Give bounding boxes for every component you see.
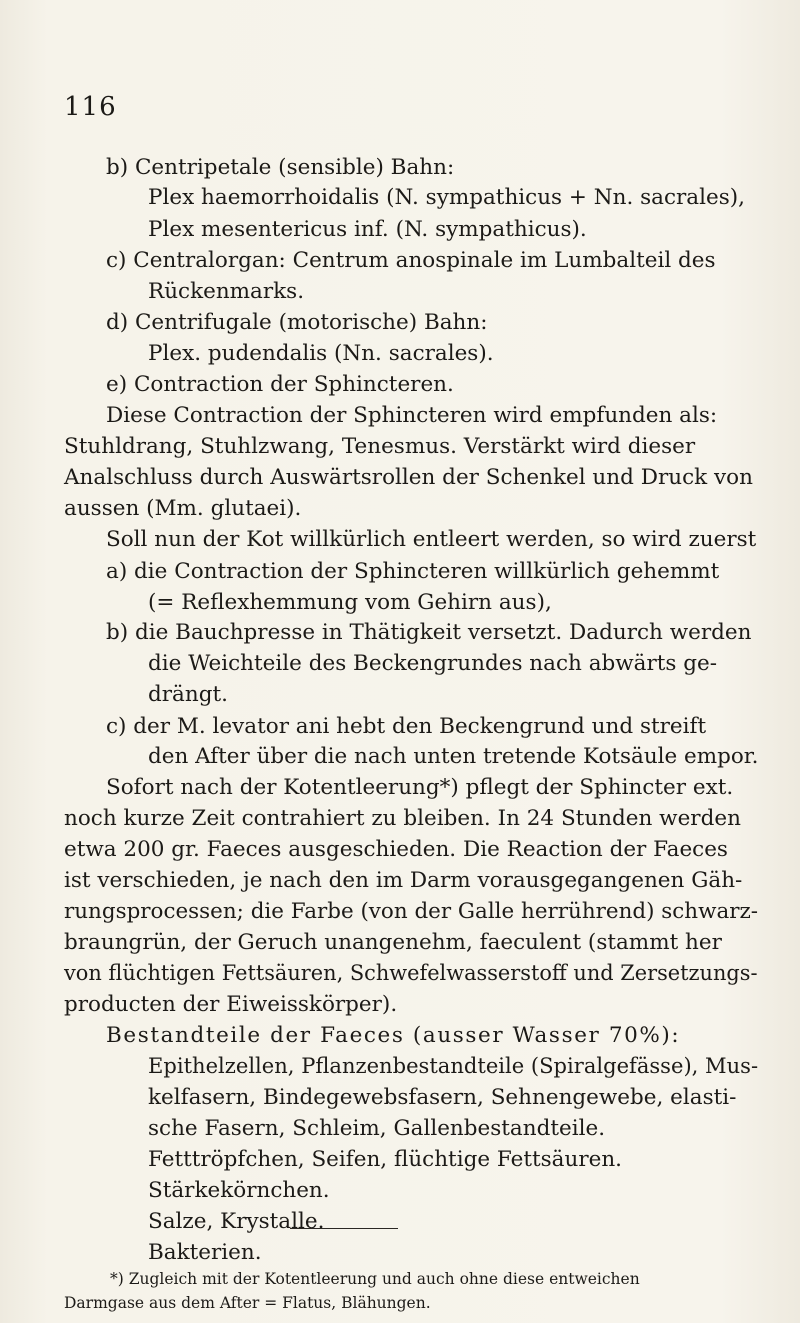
- text-line: producten der Eiweisskörper).: [64, 992, 398, 1017]
- text-line: (= Reflexhemmung vom Gehirn aus),: [148, 590, 552, 615]
- text-line: e) Contraction der Sphincteren.: [106, 372, 454, 397]
- text-line: drängt.: [148, 682, 228, 707]
- text-line: Plex mesentericus inf. (N. sympathicus).: [148, 217, 587, 242]
- text-line: den After über die nach unten tretende Kotsäule empor.: [148, 744, 759, 769]
- footnote-divider: [290, 1228, 398, 1229]
- text-line: Plex. pudendalis (Nn. sacrales).: [148, 341, 494, 366]
- text-line: rungsprocessen; die Farbe (von der Galle herrührend) schwarz-: [64, 899, 759, 924]
- text-line: Analschluss durch Auswärtsrollen der Schenkel und Druck von: [64, 465, 753, 490]
- text-line: Diese Contraction der Sphincteren wird empfunden als:: [106, 403, 718, 428]
- text-line: b) die Bauchpresse in Thätigkeit versetzt. Dadurch werden: [106, 620, 752, 645]
- text-line: von flüchtigen Fettsäuren, Schwefelwasserstoff und Zersetzungs-: [64, 961, 758, 986]
- text-line: Bestandteile der Faeces (ausser Wasser 70%):: [106, 1023, 681, 1048]
- text-line: Fetttröpfchen, Seifen, flüchtige Fettsäuren.: [148, 1147, 623, 1172]
- text-line: a) die Contraction der Sphincteren willkürlich gehemmt: [106, 559, 720, 584]
- footnote-line: *) Zugleich mit der Kotentleerung und auch ohne diese entweichen: [110, 1270, 640, 1288]
- text-line: aussen (Mm. glutaei).: [64, 496, 302, 521]
- text-line: c) der M. levator ani hebt den Beckengrund und streift: [106, 714, 707, 739]
- text-line: Epithelzellen, Pflanzenbestandteile (Spiralgefässe), Mus-: [148, 1054, 759, 1079]
- text-line: die Weichteile des Beckengrundes nach abwärts ge-: [148, 651, 718, 676]
- text-line: kelfasern, Bindegewebsfasern, Sehnengewebe, elasti-: [148, 1085, 737, 1110]
- text-line: Soll nun der Kot willkürlich entleert werden, so wird zuerst: [106, 527, 757, 552]
- text-line: braungrün, der Geruch unangenehm, faeculent (stammt her: [64, 930, 722, 955]
- text-line: Sofort nach der Kotentleerung*) pflegt der Sphincter ext.: [106, 775, 734, 800]
- text-line: Stuhldrang, Stuhlzwang, Tenesmus. Verstärkt wird dieser: [64, 434, 696, 459]
- text-line: etwa 200 gr. Faeces ausgeschieden. Die Reaction der Faeces: [64, 837, 728, 862]
- text-line: Stärkekörnchen.: [148, 1178, 330, 1203]
- text-line: sche Fasern, Schleim, Gallenbestandteile.: [148, 1116, 606, 1141]
- text-line: d) Centrifugale (motorische) Bahn:: [106, 310, 488, 335]
- page-number: 116: [64, 92, 117, 122]
- text-line: c) Centralorgan: Centrum anospinale im Lumbalteil des: [106, 248, 716, 273]
- text-line: ist verschieden, je nach den im Darm vorausgegangenen Gäh-: [64, 868, 743, 893]
- text-line: Plex haemorrhoidalis (N. sympathicus + Nn. sacrales),: [148, 185, 745, 210]
- text-line: Bakterien.: [148, 1240, 262, 1265]
- text-line: noch kurze Zeit contrahiert zu bleiben. In 24 Stunden werden: [64, 806, 741, 831]
- text-line: Rückenmarks.: [148, 279, 305, 304]
- text-line: b) Centripetale (sensible) Bahn:: [106, 155, 455, 180]
- text-line: Salze, Krystalle.: [148, 1209, 325, 1234]
- footnote-line: Darmgase aus dem After = Flatus, Blähungen.: [64, 1294, 431, 1312]
